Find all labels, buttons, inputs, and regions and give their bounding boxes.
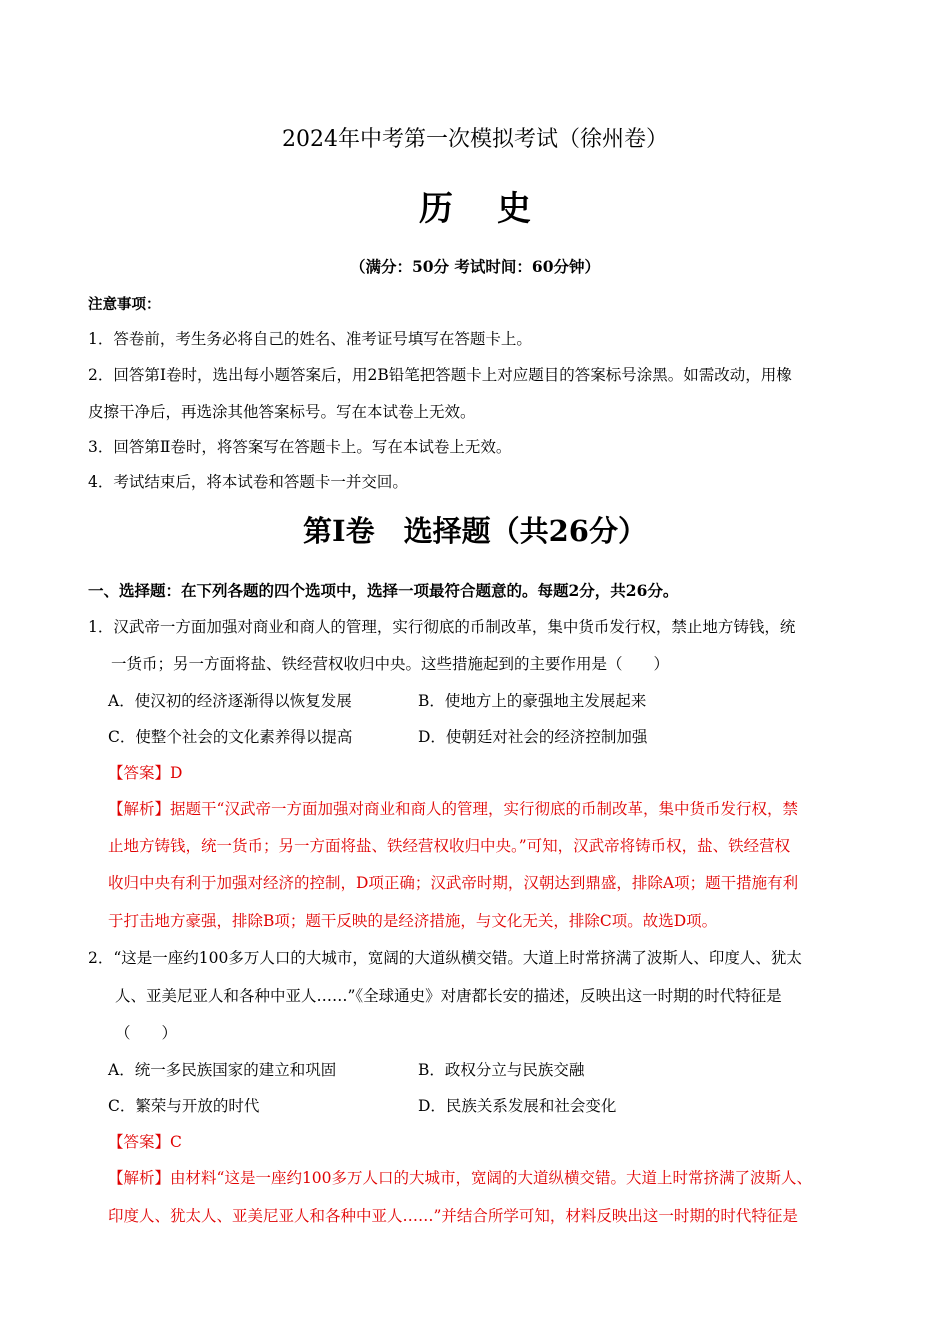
question-2-option-d: D．民族关系发展和社会变化	[418, 1097, 617, 1115]
question-2-analysis: 印度人、犹太人、亚美尼亚人和各种中亚人……”并结合所学可知，材料反映出这一时期的时代特征是	[108, 1207, 798, 1225]
score-time-info: （满分：50分 考试时间：60分钟）	[349, 257, 601, 276]
analysis-text: 据题干“汉武帝一方面加强对商业和商人的管理，实行彻底的币制改革，集中货币发行权，禁	[170, 800, 798, 818]
analysis-label: 【解析】	[108, 1169, 171, 1187]
question-2-stem: 人、亚美尼亚人和各种中亚人……”《全球通史》对唐都长安的描述，反映出这一时期的时代特征是	[115, 987, 782, 1005]
section-instruction: 一、选择题：在下列各题的四个选项中，选择一项最符合题意的。每题2分，共26分。	[88, 581, 679, 600]
question-1-option-d: D．使朝廷对社会的经济控制加强	[418, 728, 648, 746]
notice-item: 皮擦干净后，再选涂其他答案标号。写在本试卷上无效。	[88, 403, 476, 421]
notice-item: 2．回答第Ⅰ卷时，选出每小题答案后，用2B铅笔把答题卡上对应题目的答案标号涂黑。如需改动，用橡	[88, 366, 792, 384]
question-1-option-c: C．使整个社会的文化素养得以提高	[108, 728, 353, 746]
question-2-stem: 2．“这是一座约100多万人口的大城市，宽阔的大道纵横交错。大道上时常挤满了波斯人、印度人、犹太	[88, 949, 802, 967]
section-title: 第Ⅰ卷 选择题（共26分）	[303, 514, 647, 548]
exam-title: 2024年中考第一次模拟考试（徐州卷）	[282, 127, 668, 152]
notice-item: 4．考试结束后，将本试卷和答题卡一并交回。	[88, 473, 408, 491]
question-2-option-c: C．繁荣与开放的时代	[108, 1097, 260, 1115]
question-2-option-a: A．统一多民族国家的建立和巩固	[108, 1061, 337, 1079]
notice-item: 3．回答第Ⅱ卷时，将答案写在答题卡上。写在本试卷上无效。	[88, 438, 512, 456]
question-2-stem: （ ）	[115, 1024, 178, 1042]
question-2-answer: 【答案】C	[108, 1133, 182, 1151]
question-1-analysis: 收归中央有利于加强对经济的控制，D项正确；汉武帝时期，汉朝达到鼎盛，排除A项；题干措施有利	[108, 874, 799, 892]
question-1-stem: 一货币；另一方面将盐、铁经营权收归中央。这些措施起到的主要作用是（ ）	[111, 655, 670, 673]
question-1-answer: 【答案】D	[108, 764, 183, 782]
question-1-option-b: B．使地方上的豪强地主发展起来	[418, 692, 647, 710]
question-2-option-b: B．政权分立与民族交融	[418, 1061, 585, 1079]
analysis-label: 【解析】	[108, 800, 171, 818]
question-1-analysis: 止地方铸钱，统一货币；另一方面将盐、铁经营权收归中央。”可知，汉武帝将铸币权，盐、铁经营权	[108, 837, 791, 855]
notice-item: 1．答卷前，考生务必将自己的姓名、准考证号填写在答题卡上。	[88, 330, 532, 348]
question-2-analysis	[108, 1167, 812, 1189]
question-1-option-a: A．使汉初的经济逐渐得以恢复发展	[108, 692, 352, 710]
subject-title: 历史	[419, 189, 575, 229]
question-1-analysis	[108, 798, 798, 820]
question-1-analysis: 于打击地方豪强，排除B项；题干反映的是经济措施，与文化无关，排除C项。故选D项。	[108, 912, 718, 930]
question-1-stem: 1．汉武帝一方面加强对商业和商人的管理，实行彻底的币制改革，集中货币发行权，禁止地方铸钱，统	[88, 618, 796, 636]
analysis-text: 由材料“这是一座约100多万人口的大城市，宽阔的大道纵横交错。大道上时常挤满了波斯人、	[170, 1169, 813, 1187]
notice-heading: 注意事项：	[88, 296, 161, 313]
